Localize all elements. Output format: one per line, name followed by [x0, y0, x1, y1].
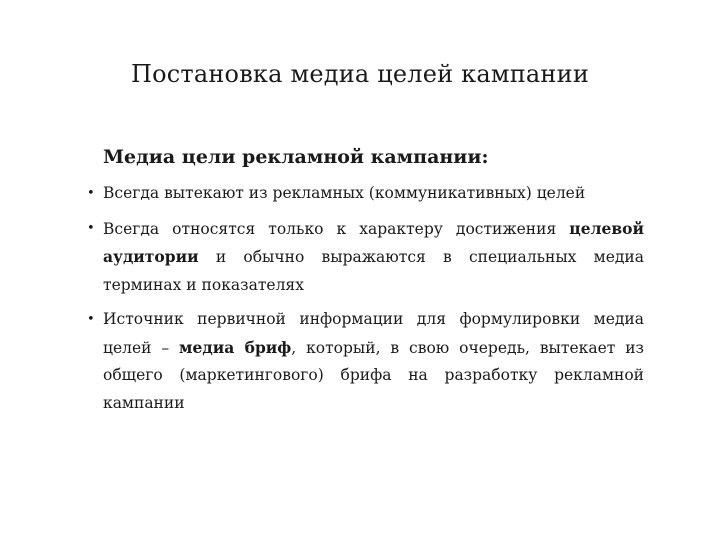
bullet-text: и обычно выражаются в специальных медиа терминах и показателях — [103, 248, 644, 294]
bullet-emphasis: целевой аудитории — [103, 218, 644, 266]
bullet-list — [87, 180, 644, 424]
bullet-marker: • — [87, 186, 95, 201]
bullet-marker: • — [87, 220, 95, 236]
bullet-item — [87, 215, 644, 300]
bullet-item — [87, 306, 644, 417]
bullet-emphasis: медиа бриф — [179, 337, 292, 357]
slide-subtitle: Медиа цели рекламной кампании: — [103, 146, 489, 168]
bullet-text: Источник первичной информации для формулировки медиа целей – — [103, 310, 644, 357]
bullet-text: Всегда относятся только к характеру достижения — [103, 219, 570, 238]
bullet-text: , который, в свою очередь, вытекает из общего (маркетингового) брифа на разработку рекламной кампании — [103, 338, 644, 412]
bullet-item — [87, 180, 644, 208]
slide-title: Постановка медиа целей кампании — [130, 60, 590, 88]
bullet-text: Всегда вытекают из рекламных (коммуникативных) целей — [103, 184, 586, 202]
bullet-marker: • — [87, 312, 95, 327]
